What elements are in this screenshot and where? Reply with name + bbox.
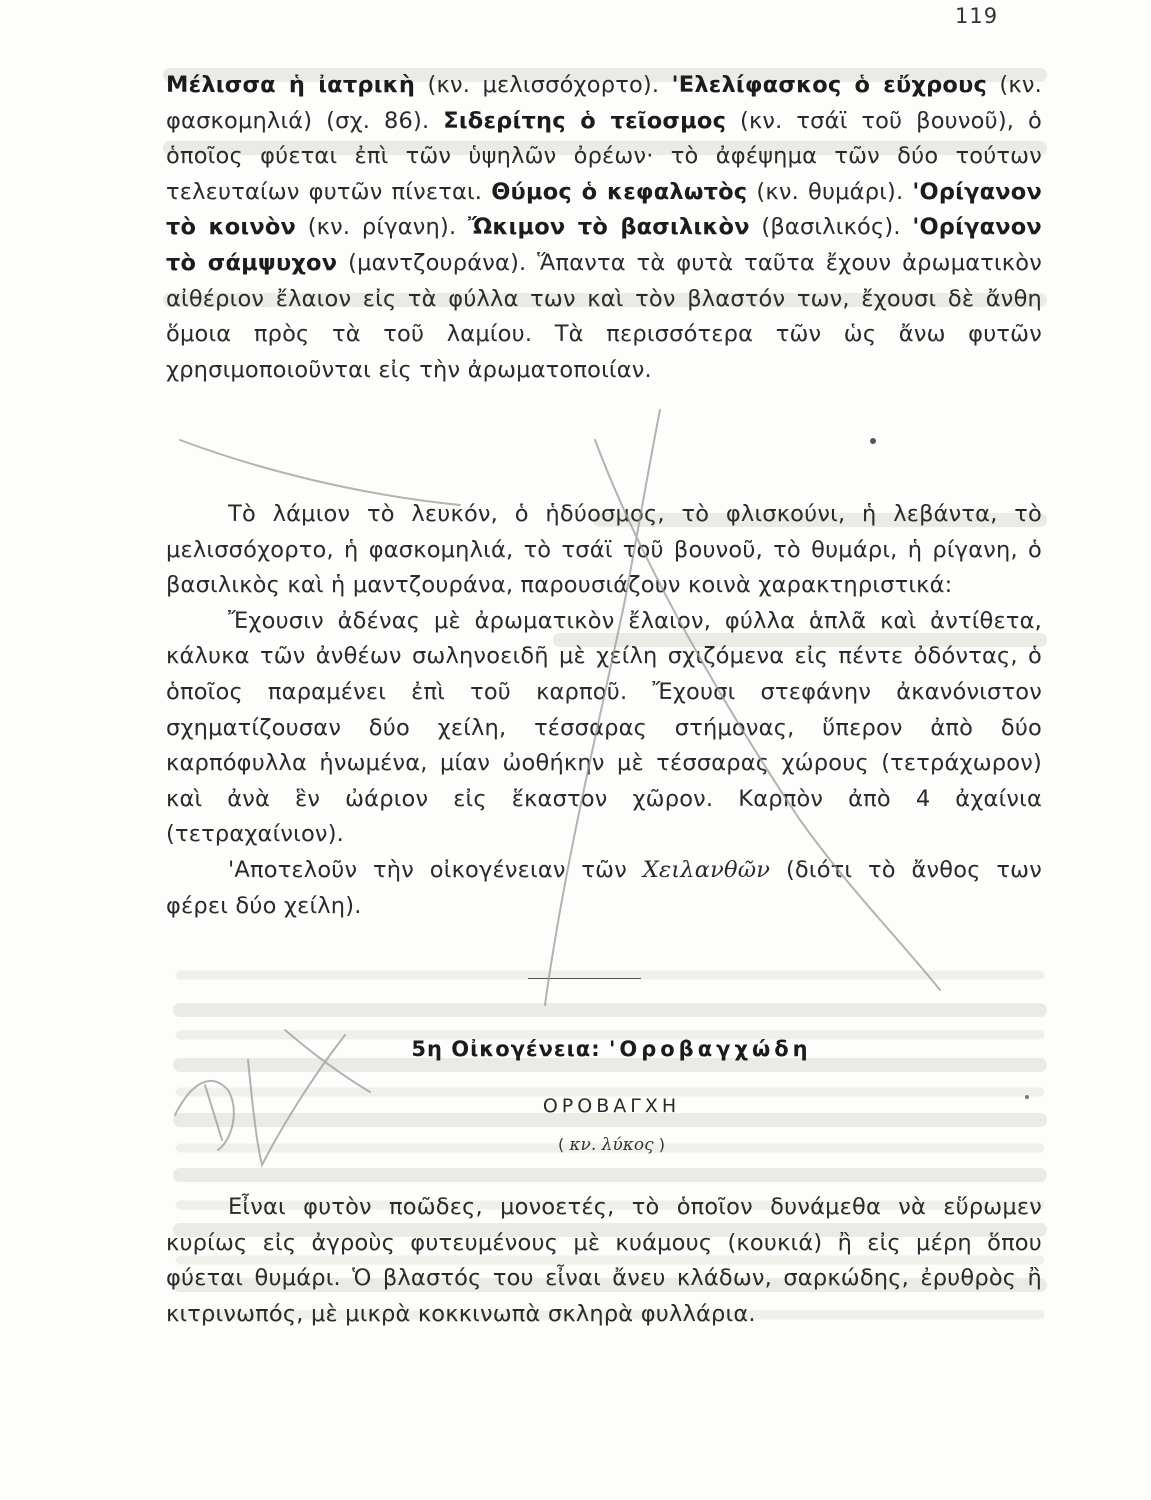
- text-run: (βασιλικός).: [749, 214, 913, 241]
- paragraph-common-characteristics: [166, 497, 1042, 924]
- plant-title: ΟΡΟΒΑΓΧΗ: [542, 1095, 681, 1117]
- section-divider: [528, 978, 641, 979]
- text-run: 'Ορίγανον τὸ κοινὸν: [166, 178, 1042, 241]
- text-run: Θύμος ὁ κεφαλωτὸς: [491, 178, 748, 205]
- text-run: 'Ορίγανον τὸ σάμψυχον: [166, 214, 1042, 276]
- text-run: 'Ελελίφασκος ὁ εὔχρους: [671, 72, 988, 98]
- paragraph-common-characteristics-intro: Τὸ λάμιον τὸ λευκόν, ὁ ἡδύοσμος, τὸ φλισκούνι, ἡ λεβάντα, τὸ μελισσόχορτο, ἡ φασκομηλιά, τὸ τσάϊ τοῦ βουνοῦ, τὸ θυμάρι, ἡ ρίγανη, ὁ βασιλικὸς καὶ ἡ μαντζουράνα, παρουσιάζουν κοινὰ χαρακτηριστικά:: [166, 501, 1042, 599]
- plant-common-name-close: ): [653, 1135, 665, 1154]
- family-heading-prefix: 5η Οἰκογένεια:: [411, 1037, 601, 1061]
- text-run: (κν. φασκομηλιά) (σχ. 86).: [166, 72, 1042, 134]
- text-run: (κν. τσάϊ τοῦ βουνοῦ), ὁ ὁποῖος φύεται ἐπὶ τῶν ὑψηλῶν ὀρέων· τὸ ἀφέψημα τῶν δύο τούτων τελευταίων φυτῶν πίνεται.: [166, 107, 1042, 205]
- text-run: (μαντζουράνα). Ἅπαντα τὰ φυτὰ ταῦτα ἔχουν ἀρωματικὸν αἰθέριον ἔλαιον εἰς τὰ φύλλα των καὶ τὸν βλαστόν των, ἔχουσι δὲ ἄνθη ὅμοια πρὸς τὰ τοῦ λαμίου. Τὰ περισσότερα τῶν ὡς ἄνω φυτῶν χρησιμοποιοῦνται εἰς τὴν ἀρωματοποιίαν.: [166, 249, 1042, 383]
- text-run: (κν. ρίγανη).: [296, 214, 468, 241]
- paragraph-family-labiatae: [166, 853, 1042, 924]
- page-number: 119: [955, 4, 999, 28]
- paragraph-orobanche-description: [166, 1190, 1042, 1332]
- plant-common-name-open: (: [558, 1135, 570, 1154]
- text-run: Μέλισσα ἡ ἰατρικὴ: [166, 72, 416, 98]
- paragraph-labiatae-species-text: [166, 68, 1042, 388]
- family-heading: [0, 1037, 1151, 1061]
- family-heading-name: 'Οροβαγχώδη: [608, 1037, 812, 1061]
- pencil-dot: [870, 438, 876, 444]
- text-run: Χειλανθῶν: [642, 856, 771, 883]
- plant-common-name-text: κν. λύκος: [569, 1135, 654, 1155]
- text-run: 'Αποτελοῦν τὴν οἰκογένειαν τῶν: [228, 856, 643, 883]
- text-run: (κν. μελισσόχορτο).: [415, 72, 672, 98]
- pencil-stroke: [180, 440, 460, 505]
- paragraph-characteristics-details: Ἔχουσιν ἀδένας μὲ ἀρωματικὸν ἔλαιον, φύλλα ἁπλᾶ καὶ ἀντίθετα, κάλυκα τῶν ἀνθέων σωληνοειδῆ μὲ χείλη σχιζόμενα εἰς πέντε ὀδόντας, ὁ ὁποῖος παραμένει ἐπὶ τοῦ καρποῦ. Ἔχουσι στεφάνην ἀκανόνιστον σχηματίζουσαν δύο χείλη, τέσσαρας στήμονας, ὕπερον ἀπὸ δύο καρπόφυλλα ἡνωμένα, μίαν ὠοθήκην μὲ τέσσαρας χώρους (τετράχωρον) καὶ ἀνὰ ἓν ὠάριον εἰς ἕκαστον χῶρον. Καρπὸν ἀπὸ 4 ἀχαίνια (τετραχαίνιον).: [166, 607, 1042, 848]
- paragraph-labiatae-species: [166, 68, 1042, 388]
- paragraph-orobanche-description-text: Εἶναι φυτὸν ποῶδες, μονοετές, τὸ ὁποῖον δυνάμεθα νὰ εὕρωμεν κυρίως εἰς ἀγροὺς φυτευμένους μὲ κυάμους (κουκιά) ἢ εἰς μέρη ὅπου φύεται θυμάρι. Ὁ βλαστός του εἶναι ἄνευ κλάδων, σαρκώδης, ἐρυθρὸς ἢ κιτρινωπός, μὲ μικρὰ κοκκινωπὰ σκληρὰ φυλλάρια.: [166, 1194, 1042, 1327]
- text-run: Σιδερίτης ὁ τεῖοσμος: [443, 107, 727, 134]
- plant-common-name: [0, 1135, 1151, 1155]
- text-run: (διότι τὸ ἄνθος των φέρει δύο χείλη).: [166, 856, 1042, 919]
- text-run: (κν. θυμάρι).: [747, 178, 913, 205]
- text-run: Ὤκιμον τὸ βασιλικὸν: [467, 214, 750, 241]
